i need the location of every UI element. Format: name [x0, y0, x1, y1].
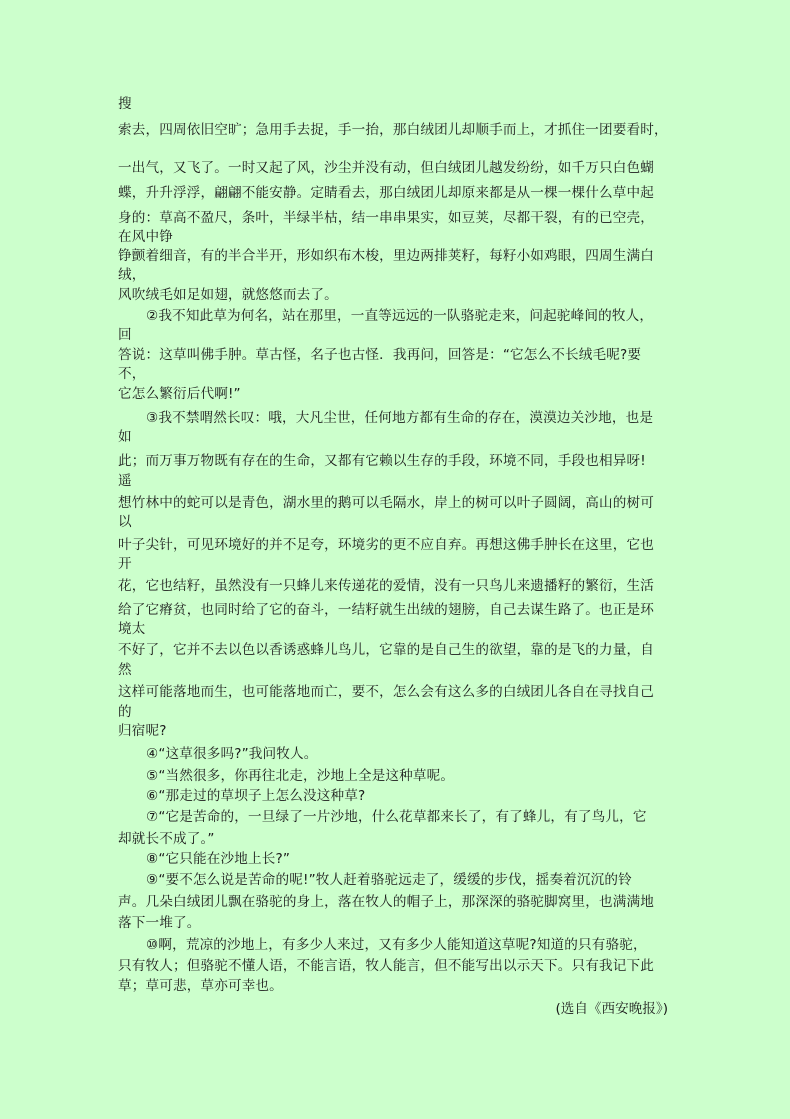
text-line: 开: [118, 556, 132, 572]
text-line: 想竹林中的蛇可以是青色，湖水里的鹅可以毛隔水，岸上的树可以叶子圆阔，高山的树可: [118, 495, 655, 511]
text-line: 却就长不成了。”: [118, 831, 215, 847]
paragraph-2-start: ②我不知此草为何名，站在那里，一直等远远的一队骆驼走来，问起驼峰间的牧人，: [146, 308, 654, 324]
text-line: 以: [118, 514, 132, 530]
text-line: 一出气，又飞了。一时又起了风，沙尘并没有动，但白绒团儿越发纷纷，如千万只白色蝴: [118, 160, 655, 176]
text-line: 草；草可悲，草亦可幸也。: [118, 978, 283, 994]
text-line: 身的：草高不盈尺，条叶，半绿半枯，结一串串果实，如豆荚，尽都干裂，有的已空壳，: [118, 210, 655, 226]
text-line: 这样可能落地而生，也可能落地而亡，要不，怎么会有这么多的白绒团儿各自在寻找自己: [118, 684, 655, 700]
text-line: 归宿呢?: [118, 723, 167, 739]
source-citation: (选自《西安晚报》): [555, 1001, 668, 1017]
paragraph-4: ④“这草很多吗?”我问牧人。: [146, 746, 318, 762]
text-line: 它怎么繁衍后代啊!”: [118, 386, 241, 402]
text-line: 不，: [118, 366, 146, 382]
paragraph-10-start: ⑩啊，荒凉的沙地上，有多少人来过，又有多少人能知道这草呢?知道的只有骆驼，: [146, 937, 647, 953]
text-line: 叶子尖针，可见环境好的并不足夸，环境劣的更不应自弃。再想这佛手肿长在这里，它也: [118, 537, 655, 553]
text-line: 给了它瘠贫，也同时给了它的奋斗，一结籽就生出绒的翅膀，自己去谋生路了。也正是环: [118, 602, 655, 618]
paragraph-3-start: ③我不禁喟然长叹：哦，大凡尘世，任何地方都有生命的存在，漠漠边关沙地，也是: [146, 410, 654, 426]
text-line: 如: [118, 429, 132, 445]
paragraph-6: ⑥“那走过的草坝子上怎么没这种草?: [146, 788, 366, 804]
text-line: 回: [118, 327, 132, 343]
text-line: 声。几朵白绒团儿飘在骆驼的身上，落在牧人的帽子上，那深深的骆驼脚窝里，也满满地: [118, 894, 655, 910]
paragraph-8: ⑧“它只能在沙地上长?”: [146, 851, 291, 867]
text-line: 此；而万事万物既有存在的生命，又都有它赖以生存的手段，环境不同，手段也相异呀!: [118, 453, 646, 469]
paragraph-5: ⑤“当然很多，你再往北走，沙地上全是这种草呢。: [146, 768, 455, 784]
text-line: 境太: [118, 621, 146, 637]
text-line: 索去，四周依旧空旷；急用手去捉，手一抬，那白绒团儿却顺手而上，才抓住一团要看时，: [118, 122, 668, 138]
paragraph-9-start: ⑨“要不怎么说是苦命的呢!”牧人赶着骆驼远走了，缓缓的步伐，摇奏着沉沉的铃: [146, 872, 632, 888]
text-line: 风吹绒毛如足如翅，就悠悠而去了。: [118, 287, 338, 303]
text-line: 落下一堆了。: [118, 915, 201, 931]
text-line: 搜: [118, 96, 132, 112]
paragraph-7-start: ⑦“它是苦命的，一旦绿了一片沙地，什么花草都来长了，有了蜂儿，有了鸟儿，它: [146, 809, 647, 825]
text-line: 花，它也结籽，虽然没有一只蜂儿来传递花的爱情，没有一只鸟儿来遗播籽的繁衍，生活: [118, 578, 655, 594]
text-line: 蝶，升升浮浮，翩翩不能安静。定睛看去，那白绒团儿却原来都是从一棵一棵什么草中起: [118, 185, 655, 201]
text-line: 的: [118, 704, 132, 720]
text-line: 铮颤着细音，有的半合半开，形如织布木梭，里边两排荚籽，每籽小如鸡眼，四周生满白: [118, 248, 655, 264]
text-line: 遥: [118, 473, 132, 489]
text-line: 在风中铮: [118, 229, 173, 245]
text-line: 然: [118, 662, 132, 678]
text-line: 答说：这草叫佛手肿。草古怪，名子也古怪．我再问，回答是：“它怎么不长绒毛呢?要: [118, 347, 642, 363]
text-line: 不好了，它并不去以色以香诱惑蜂儿鸟儿，它靠的是自己生的欲望，靠的是飞的力量，自: [118, 642, 655, 658]
text-line: 只有牧人；但骆驼不懂人语，不能言语，牧人能言，但不能写出以示天下。只有我记下此: [118, 958, 655, 974]
text-line: 绒，: [118, 267, 146, 283]
